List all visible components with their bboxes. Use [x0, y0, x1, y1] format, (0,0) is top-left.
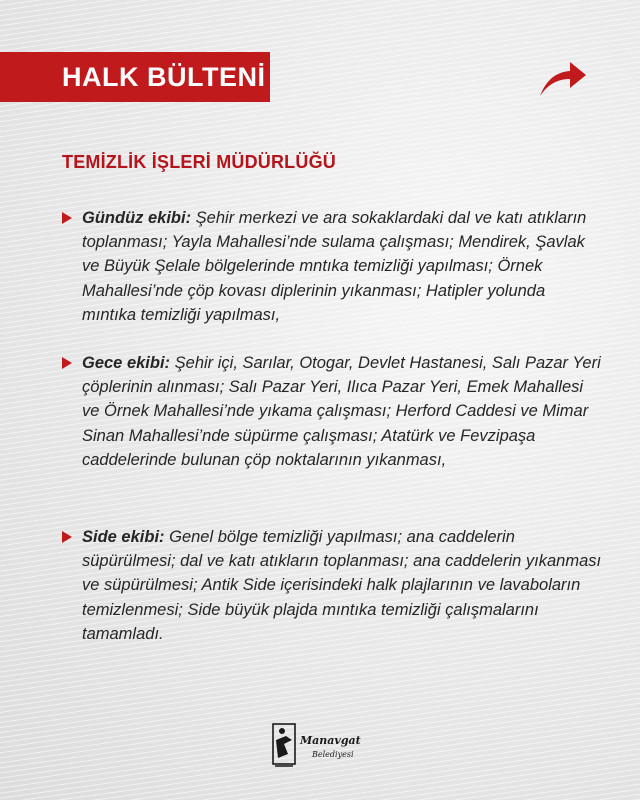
triangle-bullet-icon: [62, 531, 72, 543]
municipality-logo: [272, 722, 372, 776]
logo-name: Manavgat: [300, 734, 361, 747]
share-arrow-icon[interactable]: [538, 56, 588, 100]
section-paragraph: [82, 525, 602, 646]
section-paragraph: [82, 351, 602, 472]
section-lead: Gece ekibi:: [82, 354, 171, 372]
triangle-bullet-icon: [62, 212, 72, 224]
section-lead: Gündüz ekibi:: [82, 209, 192, 227]
section-side-team: [62, 525, 602, 646]
section-day-team: [62, 206, 602, 327]
municipality-logo-icon: [272, 722, 296, 770]
section-text: Genel bölge temizliği yapılması; ana caddelerin süpürülmesi; dal ve katı atıkların toplanması; ana caddelerin yıkanması ve süpürülmesi; Antik Side içerisindeki halk plajlarının ve lavaboların temizlenmesi; Side büyük plajda mıntıka temizliği çalışmalarını tamamladı.: [82, 528, 602, 643]
section-night-team: [62, 351, 602, 472]
triangle-bullet-icon: [62, 357, 72, 369]
section-heading: TEMİZLİK İŞLERİ MÜDÜRLÜĞÜ: [62, 152, 336, 172]
section-text: Şehir merkezi ve ara sokaklardaki dal ve katı atıkların toplanması; Yayla Mahallesi’nde sulama çalışması; Mendirek, Şavlak ve Büyük Şelale bölgelerinde mntıka temizliği yapılması; Örnek Mahallesi’nde çöp kovası diplerinin yıkanması; Hatipler yolunda mıntıka temizliği yapılması,: [82, 209, 587, 324]
section-paragraph: [82, 206, 602, 327]
section-text: Şehir içi, Sarılar, Otogar, Devlet Hastanesi, Salı Pazar Yeri çöplerinin alınması; Salı Pazar Yeri, Ilıca Pazar Yeri, Emek Mahallesi ve Örnek Mahallesi’nde yıkama çalışması; Herford Caddesi ve Mimar Sinan Mahallesi’nde süpürme çalışması; Atatürk ve Fevzipaşa caddelerinde bulunan çöp noktalarının yıkanması,: [82, 354, 601, 469]
banner-title: HALK BÜLTENİ: [62, 62, 266, 92]
section-lead: Side ekibi:: [82, 528, 165, 546]
header-banner: [0, 52, 270, 102]
logo-subtitle: Belediyesi: [312, 750, 354, 759]
